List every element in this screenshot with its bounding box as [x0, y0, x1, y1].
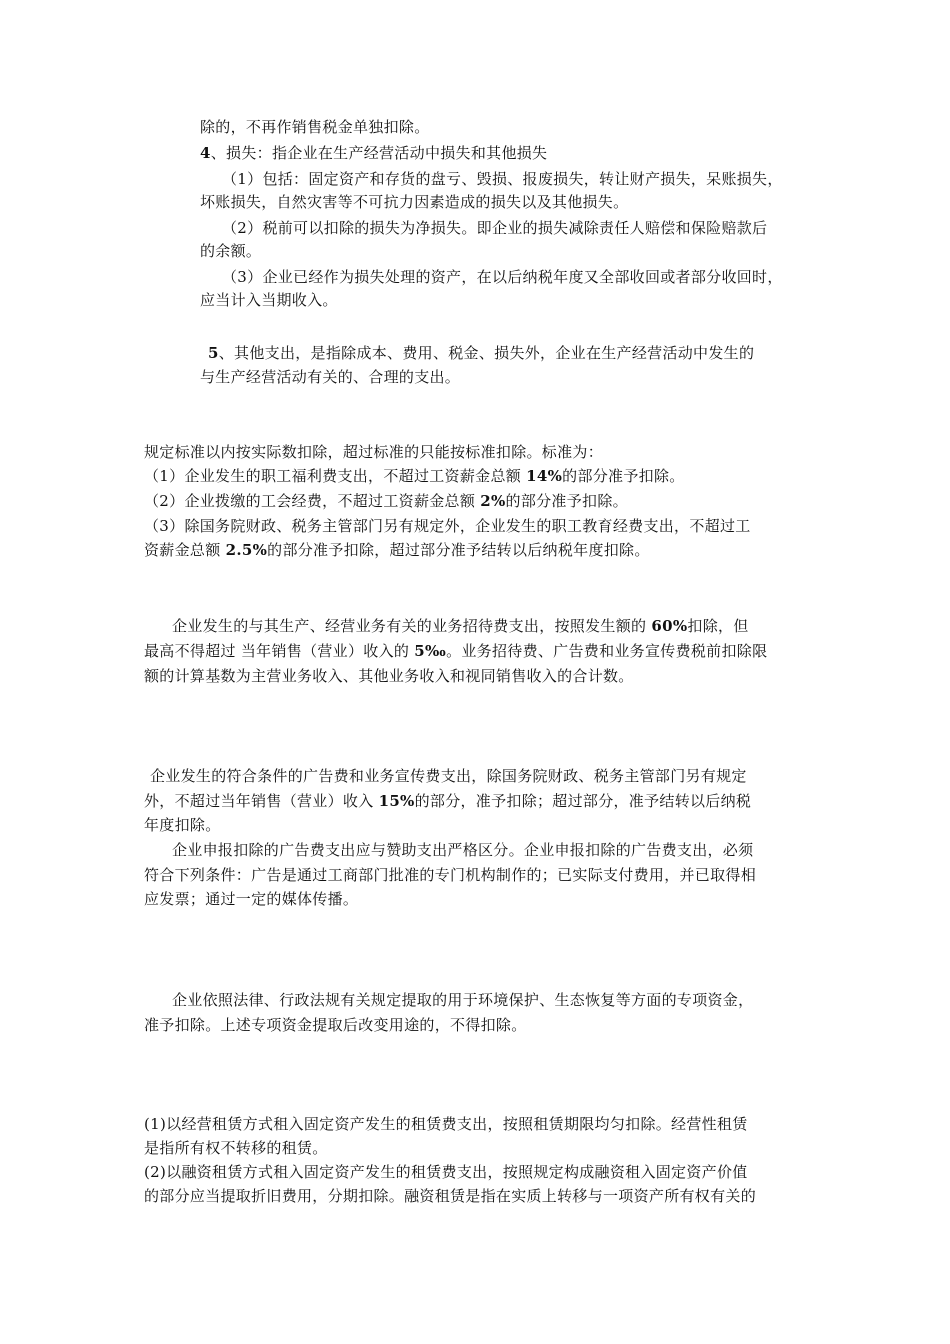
- bold-value: 15%: [378, 792, 415, 810]
- text-line: [144, 1185, 756, 1207]
- text-run: 的部分准予扣除。: [505, 492, 628, 510]
- text-line: [144, 814, 221, 836]
- text-run: 额的计算基数为主营业务收入、其他业务收入和视同销售收入的合计数。: [144, 667, 634, 685]
- text-run: 企业申报扣除的广告费支出应与赞助支出严格区分。企业申报扣除的广告费支出，必须: [172, 841, 754, 859]
- text-line: [144, 441, 603, 463]
- text-run: 企业依照法律、行政法规有关规定提取的用于环境保护、生态恢复等方面的专项资金，: [172, 991, 754, 1009]
- text-line: [144, 1113, 748, 1135]
- bold-value: 2%: [480, 492, 506, 510]
- bold-value: 5‰: [414, 642, 447, 660]
- text-line: [144, 665, 634, 687]
- text-line: [150, 765, 747, 787]
- text-line: [144, 465, 685, 487]
- text-line: [172, 615, 749, 637]
- text-run: 外，不超过当年销售（营业）收入: [144, 792, 379, 810]
- text-run: 的部分准予扣除。: [562, 467, 685, 485]
- text-run: 资薪金总额: [144, 541, 226, 559]
- text-run: （3）除国务院财政、税务主管部门另有规定外，企业发生的职工教育经费支出，不超过工: [144, 517, 751, 535]
- text-line: [144, 539, 650, 561]
- text-line: [200, 116, 430, 138]
- text-run: (1)以经营租赁方式租入固定资产发生的租赁费支出，按照租赁期限均匀扣除。经营性租赁: [144, 1115, 748, 1133]
- text-line: [144, 490, 628, 512]
- text-line: [144, 888, 358, 910]
- bold-value: 14%: [526, 467, 563, 485]
- text-run: 应当计入当期收入。: [200, 291, 338, 309]
- text-run: 年度扣除。: [144, 816, 221, 834]
- text-run: 除的，不再作销售税金单独扣除。: [200, 118, 430, 136]
- text-line: [144, 790, 751, 812]
- text-run: (2)以融资租赁方式租入固定资产发生的租赁费支出，按照规定构成融资租入固定资产价值: [144, 1163, 748, 1181]
- text-run: 企业发生的与其生产、经营业务有关的业务招待费支出，按照发生额的: [172, 617, 652, 635]
- text-line: [200, 366, 460, 388]
- text-run: 准予扣除。上述专项资金提取后改变用途的，不得扣除。: [144, 1016, 527, 1034]
- text-run: 的部分，准予扣除；超过部分，准予结转以后纳税: [414, 792, 752, 810]
- bold-value: 5: [208, 344, 219, 362]
- text-run: 符合下列条件：广告是通过工商部门批准的专门机构制作的；已实际支付费用，并已取得相: [144, 866, 757, 884]
- text-line: [144, 1161, 748, 1183]
- text-run: 企业发生的符合条件的广告费和业务宣传费支出，除国务院财政、税务主管部门另有规定: [150, 767, 747, 785]
- text-run: 最高不得超过 当年销售（营业）收入的: [144, 642, 415, 660]
- text-line: [144, 864, 756, 886]
- text-line: [172, 839, 753, 861]
- text-run: （2）税前可以扣除的损失为净损失。即企业的损失减除责任人赔偿和保险赔款后: [222, 219, 768, 237]
- text-run: 扣除，但: [687, 617, 749, 635]
- text-run: 、其他支出，是指除成本、费用、税金、损失外，企业在生产经营活动中发生的: [218, 344, 755, 362]
- text-line: [222, 266, 783, 288]
- bold-value: 4: [200, 144, 211, 162]
- text-run: （1）包括：固定资产和存货的盘亏、毁损、报废损失，转让财产损失，呆账损失，: [222, 170, 783, 188]
- text-line: [200, 289, 338, 311]
- text-run: 是指所有权不转移的租赁。: [144, 1139, 328, 1157]
- text-line: [208, 342, 754, 364]
- text-line: [222, 168, 783, 190]
- text-line: [222, 217, 767, 239]
- text-run: 的部分应当提取折旧费用，分期扣除。融资租赁是指在实质上转移与一项资产所有权有关的: [144, 1187, 757, 1205]
- text-line: [144, 1014, 527, 1036]
- text-line: [172, 989, 753, 1011]
- text-run: 的余额。: [200, 242, 262, 260]
- text-run: 、损失：指企业在生产经营活动中损失和其他损失: [210, 144, 548, 162]
- text-run: （2）企业拨缴的工会经费，不超过工资薪金总额: [144, 492, 481, 510]
- text-run: 规定标准以内按实际数扣除，超过标准的只能按标准扣除。标准为：: [144, 443, 604, 461]
- bold-value: 2.5%: [225, 541, 268, 559]
- text-run: 的部分准予扣除，超过部分准予结转以后纳税年度扣除。: [267, 541, 650, 559]
- text-line: [200, 191, 628, 213]
- text-line: [200, 240, 261, 262]
- text-line: [200, 142, 547, 164]
- bold-value: 60%: [651, 617, 688, 635]
- text-run: 坏账损失，自然灾害等不可抗力因素造成的损失以及其他损失。: [200, 193, 629, 211]
- text-run: 与生产经营活动有关的、合理的支出。: [200, 368, 461, 386]
- text-run: 应发票；通过一定的媒体传播。: [144, 890, 359, 908]
- text-line: [144, 1137, 328, 1159]
- text-run: 。业务招待费、广告费和业务宣传费税前扣除限: [446, 642, 768, 660]
- text-run: （3）企业已经作为损失处理的资产，在以后纳税年度又全部收回或者部分收回时，: [222, 268, 783, 286]
- text-run: （1）企业发生的职工福利费支出，不超过工资薪金总额: [144, 467, 527, 485]
- text-line: [144, 640, 767, 662]
- text-line: [144, 515, 751, 537]
